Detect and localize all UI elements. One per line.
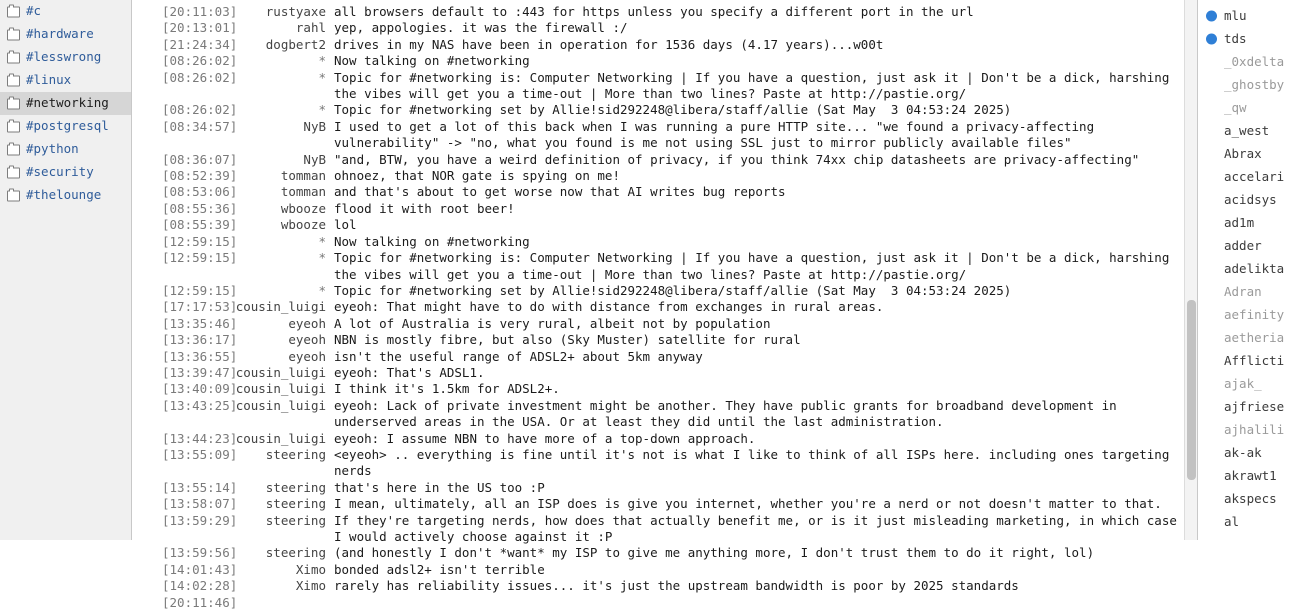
message-list: [132, 0, 1197, 611]
message-nick[interactable]: wbooze: [280, 200, 326, 216]
message-nick[interactable]: cousin_luigi: [235, 397, 326, 413]
message-nick[interactable]: eyeoh: [288, 348, 326, 364]
message-timestamp: [13:40:09]: [162, 381, 238, 397]
message-body: rarely has reliability issues... it's just the upstream bandwidth is poor by 2025 standards: [334, 578, 1019, 594]
user-list-item-label: _ghostby: [1224, 77, 1285, 92]
sidebar-item-lesswrong[interactable]: [0, 46, 131, 69]
user-list-item[interactable]: [1198, 211, 1315, 234]
message-body: yep, appologies. it was the firewall :/: [334, 20, 628, 36]
message-timestamp: [17:17:53]: [162, 299, 238, 315]
chat-message: [132, 595, 1197, 611]
user-list-item[interactable]: [1198, 372, 1315, 395]
user-list-item-label: aefinity: [1224, 307, 1285, 322]
chat-message: [132, 250, 1197, 283]
message-timestamp: [08:52:39]: [162, 168, 238, 184]
sidebar-item-label: #networking: [26, 95, 109, 111]
message-body: Topic for #networking is: Computer Networking | If you have a question, just ask it | Don't be a dick, harshing the vibes will get you a time-out | More than two lines? Paste at http://pastie.org/: [334, 250, 1177, 282]
message-timestamp: [13:39:47]: [162, 364, 238, 380]
message-body: flood it with root beer!: [334, 200, 515, 216]
sidebar-item-thelounge[interactable]: [0, 184, 131, 207]
message-body: ohnoez, that NOR gate is spying on me!: [334, 168, 620, 184]
sidebar-item-label: #thelounge: [26, 187, 102, 203]
message-timestamp: [08:34:57]: [162, 118, 238, 134]
chat-message: [132, 168, 1197, 184]
message-nick[interactable]: *: [318, 102, 326, 118]
message-nick[interactable]: wbooze: [280, 217, 326, 233]
message-timestamp: [12:59:15]: [162, 250, 238, 266]
message-nick[interactable]: *: [318, 53, 326, 69]
user-list-item-label: acidsys: [1224, 192, 1277, 207]
message-nick[interactable]: Ximo: [295, 561, 326, 577]
user-status-dot-icon: [1206, 10, 1217, 21]
chat-message: [132, 37, 1197, 53]
message-timestamp: [08:26:02]: [162, 102, 238, 118]
message-timestamp: [08:53:06]: [162, 184, 238, 200]
chat-scrollbar[interactable]: [1184, 0, 1197, 540]
user-list-item-label: adelikta: [1224, 261, 1285, 276]
chat-message: [132, 119, 1197, 152]
message-nick[interactable]: rahl: [295, 20, 326, 36]
user-list-item[interactable]: [1198, 73, 1315, 96]
message-body: Now talking on #networking: [334, 53, 530, 69]
chat-message: [132, 4, 1197, 20]
message-body: Topic for #networking set by Allie!sid292248@libera/staff/allie (Sat May 3 04:53:24 2025): [334, 282, 1012, 298]
message-body: I used to get a lot of this back when I was running a pure HTTP site... "we found a privacy-affecting vulnerability" -> "no, what you found is me not using SSL just to mirror publicly available files": [334, 118, 1102, 151]
chat-message: [132, 381, 1197, 397]
message-nick[interactable]: Ximo: [295, 578, 326, 594]
channel-icon: [7, 167, 20, 178]
user-list-item[interactable]: [1198, 280, 1315, 303]
channel-icon: [7, 121, 20, 132]
message-timestamp: [13:36:17]: [162, 332, 238, 348]
user-list-item[interactable]: [1198, 188, 1315, 211]
user-list-item-label: ad1m: [1224, 215, 1255, 230]
message-nick[interactable]: cousin_luigi: [235, 381, 326, 397]
chat-message: [132, 480, 1197, 496]
user-status-dot-icon: [1206, 33, 1217, 44]
message-nick[interactable]: NyB: [303, 151, 326, 167]
user-list-item-label: ajfriese: [1224, 399, 1285, 414]
channel-icon: [7, 190, 20, 201]
message-body: If they're targeting nerds, how does that actually benefit me, or is it just misleading marketing, in which case I would actively choose against it :P: [334, 512, 1185, 544]
message-body: <eyeoh> .. everything is fine until it's not is what I like to think of all ISPs here. including ones targeting nerds: [334, 446, 1177, 479]
message-nick[interactable]: tomman: [280, 168, 326, 184]
message-nick[interactable]: cousin_luigi: [235, 299, 326, 315]
chat-message: [132, 53, 1197, 69]
chat-message: [132, 201, 1197, 217]
message-body: that's here in the US too :P: [334, 479, 545, 495]
message-nick[interactable]: tomman: [280, 184, 326, 200]
user-list-item-label: akspecs: [1224, 491, 1277, 506]
message-body: eyeoh: That's ADSL1.: [334, 364, 485, 380]
user-list-pane[interactable]: [1197, 0, 1315, 540]
user-list-item[interactable]: [1198, 234, 1315, 257]
message-timestamp: [13:59:29]: [162, 512, 238, 528]
message-nick[interactable]: steering: [265, 545, 326, 561]
chat-message: [132, 349, 1197, 365]
chat-message: [132, 299, 1197, 315]
sidebar-item-linux[interactable]: [0, 69, 131, 92]
message-body: Topic for #networking set by Allie!sid292248@libera/staff/allie (Sat May 3 04:53:24 2025): [334, 102, 1012, 118]
message-timestamp: [08:26:02]: [162, 69, 238, 85]
user-list-item-label: mlu: [1224, 8, 1247, 23]
chat-message: [132, 217, 1197, 233]
message-nick[interactable]: eyeoh: [288, 315, 326, 331]
sidebar-item-security[interactable]: [0, 161, 131, 184]
user-list-item[interactable]: [1198, 119, 1315, 142]
chat-message: [132, 398, 1197, 431]
message-timestamp: [13:36:55]: [162, 348, 238, 364]
message-timestamp: [13:59:56]: [162, 545, 238, 561]
user-list-item-label: ajhalili: [1224, 422, 1285, 437]
chat-message: [132, 365, 1197, 381]
channel-list: [0, 0, 131, 207]
user-list-item-label: al: [1224, 514, 1240, 529]
user-list-item-label: _qw: [1224, 100, 1247, 115]
channel-icon: [7, 6, 20, 17]
message-nick[interactable]: dogbert2: [265, 36, 326, 52]
chat-message: [132, 578, 1197, 594]
message-timestamp: [20:11:46]: [162, 594, 238, 610]
user-list-item-label: ajak_: [1224, 376, 1262, 391]
sidebar-item-label: #c: [26, 3, 42, 19]
message-nick[interactable]: *: [318, 69, 326, 85]
message-body: NBN is mostly fibre, but also (Sky Muster) satellite for rural: [334, 332, 801, 348]
chat-message: [132, 545, 1197, 561]
chat-scrollbar-thumb[interactable]: [1187, 300, 1196, 480]
message-nick[interactable]: steering: [265, 512, 326, 528]
user-list-item-label: Abrax: [1224, 146, 1262, 161]
message-timestamp: [13:55:14]: [162, 479, 238, 495]
sidebar-item-networking[interactable]: [0, 92, 131, 115]
message-timestamp: [14:02:28]: [162, 578, 238, 594]
message-timestamp: [20:13:01]: [162, 20, 238, 36]
channel-sidebar[interactable]: [0, 0, 132, 540]
chat-message: [132, 447, 1197, 480]
message-body: eyeoh: I assume NBN to have more of a top-down approach.: [334, 430, 756, 446]
chat-message: [132, 513, 1197, 546]
user-list-item[interactable]: [1198, 50, 1315, 73]
user-list-item-label: akrawt1: [1224, 468, 1277, 483]
user-list-item[interactable]: [1198, 441, 1315, 464]
message-nick[interactable]: steering: [265, 496, 326, 512]
chat-message: [132, 496, 1197, 512]
chat-message: [132, 70, 1197, 103]
chat-message: [132, 316, 1197, 332]
user-list-item[interactable]: [1198, 303, 1315, 326]
message-timestamp: [08:55:39]: [162, 217, 238, 233]
user-list-item-label: ak-ak: [1224, 445, 1262, 460]
message-body: eyeoh: That might have to do with distance from exchanges in rural areas.: [334, 299, 884, 315]
user-list-item[interactable]: [1198, 142, 1315, 165]
user-list-item-label: tds: [1224, 31, 1247, 46]
message-nick[interactable]: eyeoh: [288, 332, 326, 348]
sidebar-item-label: #lesswrong: [26, 49, 102, 65]
chat-message: [132, 20, 1197, 36]
chat-message: [132, 152, 1197, 168]
message-nick[interactable]: *: [318, 250, 326, 266]
message-body: isn't the useful range of ADSL2+ about 5km anyway: [334, 348, 703, 364]
message-timestamp: [13:55:09]: [162, 446, 238, 462]
message-body: drives in my NAS have been in operation for 1536 days (4.17 years)...w00t: [334, 36, 884, 52]
message-timestamp: [13:58:07]: [162, 496, 238, 512]
message-nick[interactable]: NyB: [303, 118, 326, 134]
chat-pane: [132, 0, 1197, 610]
channel-icon: [7, 52, 20, 63]
message-body: A lot of Australia is very rural, albeit not by population: [334, 315, 771, 331]
message-timestamp: [21:24:34]: [162, 36, 238, 52]
chat-message: [132, 431, 1197, 447]
channel-icon: [7, 144, 20, 155]
message-timestamp: [08:26:02]: [162, 53, 238, 69]
message-body: lol: [334, 217, 357, 233]
chat-message: [132, 102, 1197, 118]
message-nick[interactable]: *: [318, 282, 326, 298]
user-list-item-label: Afflicti: [1224, 353, 1285, 368]
sidebar-item-label: #linux: [26, 72, 72, 88]
message-body: all browsers default to :443 for https unless you specify a different port in the url: [334, 4, 974, 19]
user-list-item[interactable]: [1198, 464, 1315, 487]
user-list-item[interactable]: [1198, 326, 1315, 349]
message-body: "and, BTW, you have a weird definition of privacy, if you think 74xx chip datasheets are privacy-affecting": [334, 151, 1140, 167]
message-timestamp: [13:43:25]: [162, 397, 238, 413]
message-nick[interactable]: steering: [265, 479, 326, 495]
message-timestamp: [12:59:15]: [162, 233, 238, 249]
sidebar-item-label: #hardware: [26, 26, 94, 42]
user-list-item[interactable]: [1198, 395, 1315, 418]
message-body: I mean, ultimately, all an ISP does is give you internet, whether you're a nerd or not doesn't matter to that.: [334, 496, 1162, 512]
message-body: Now talking on #networking: [334, 233, 530, 249]
channel-icon: [7, 98, 20, 109]
user-list-item[interactable]: [1198, 96, 1315, 119]
sidebar-item-label: #postgresql: [26, 118, 109, 134]
message-body: eyeoh: Lack of private investment might be another. They have public grants for broadband development in underserved areas in the USA. Or at least they did until the last administration.: [334, 397, 1125, 430]
user-list-item[interactable]: [1198, 165, 1315, 188]
user-list-item-label: Adran: [1224, 284, 1262, 299]
sidebar-item-python[interactable]: [0, 138, 131, 161]
message-timestamp: [14:01:43]: [162, 561, 238, 577]
user-list-item-label: accelari: [1224, 169, 1285, 184]
message-body: (and honestly I don't *want* my ISP to give me anything more, I don't trust them to do it right, lol): [334, 545, 1095, 561]
message-body: and that's about to get worse now that AI writes bug reports: [334, 184, 786, 200]
message-nick[interactable]: rustyaxe: [265, 4, 326, 19]
user-list-item[interactable]: [1198, 487, 1315, 510]
user-list: [1198, 4, 1315, 533]
user-list-item[interactable]: [1198, 349, 1315, 372]
chat-message: [132, 234, 1197, 250]
message-nick[interactable]: steering: [265, 446, 326, 462]
chat-message: [132, 184, 1197, 200]
message-body: Topic for #networking is: Computer Networking | If you have a question, just ask it | Don't be a dick, harshing the vibes will get you a time-out | More than two lines? Paste at http://pastie.org/: [334, 69, 1177, 102]
chat-message: [132, 332, 1197, 348]
user-list-item-label: a_west: [1224, 123, 1270, 138]
channel-icon: [7, 75, 20, 86]
sidebar-item-postgresql[interactable]: [0, 115, 131, 138]
chat-message: [132, 283, 1197, 299]
message-nick[interactable]: cousin_luigi: [235, 364, 326, 380]
sidebar-item-label: #python: [26, 141, 79, 157]
message-nick[interactable]: *: [318, 233, 326, 249]
message-body: bonded adsl2+ isn't terrible: [334, 561, 545, 577]
user-list-item[interactable]: [1198, 418, 1315, 441]
message-timestamp: [08:55:36]: [162, 200, 238, 216]
sidebar-item-label: #security: [26, 164, 94, 180]
message-body: I think it's 1.5km for ADSL2+.: [334, 381, 560, 397]
user-list-item[interactable]: [1198, 257, 1315, 280]
user-list-item[interactable]: [1198, 510, 1315, 533]
message-timestamp: [12:59:15]: [162, 282, 238, 298]
sidebar-item-c[interactable]: [0, 0, 131, 23]
sidebar-item-hardware[interactable]: [0, 23, 131, 46]
user-list-item[interactable]: [1198, 27, 1315, 50]
channel-icon: [7, 29, 20, 40]
user-list-item-label: aetheria: [1224, 330, 1285, 345]
user-list-item-label: _0xdelta: [1224, 54, 1285, 69]
message-timestamp: [08:36:07]: [162, 151, 238, 167]
user-list-item[interactable]: [1198, 4, 1315, 27]
chat-message: [132, 562, 1197, 578]
message-nick[interactable]: cousin_luigi: [235, 430, 326, 446]
message-timestamp: [20:11:03]: [162, 4, 238, 19]
message-timestamp: [13:44:23]: [162, 430, 238, 446]
message-timestamp: [13:35:46]: [162, 315, 238, 331]
user-list-item-label: adder: [1224, 238, 1262, 253]
